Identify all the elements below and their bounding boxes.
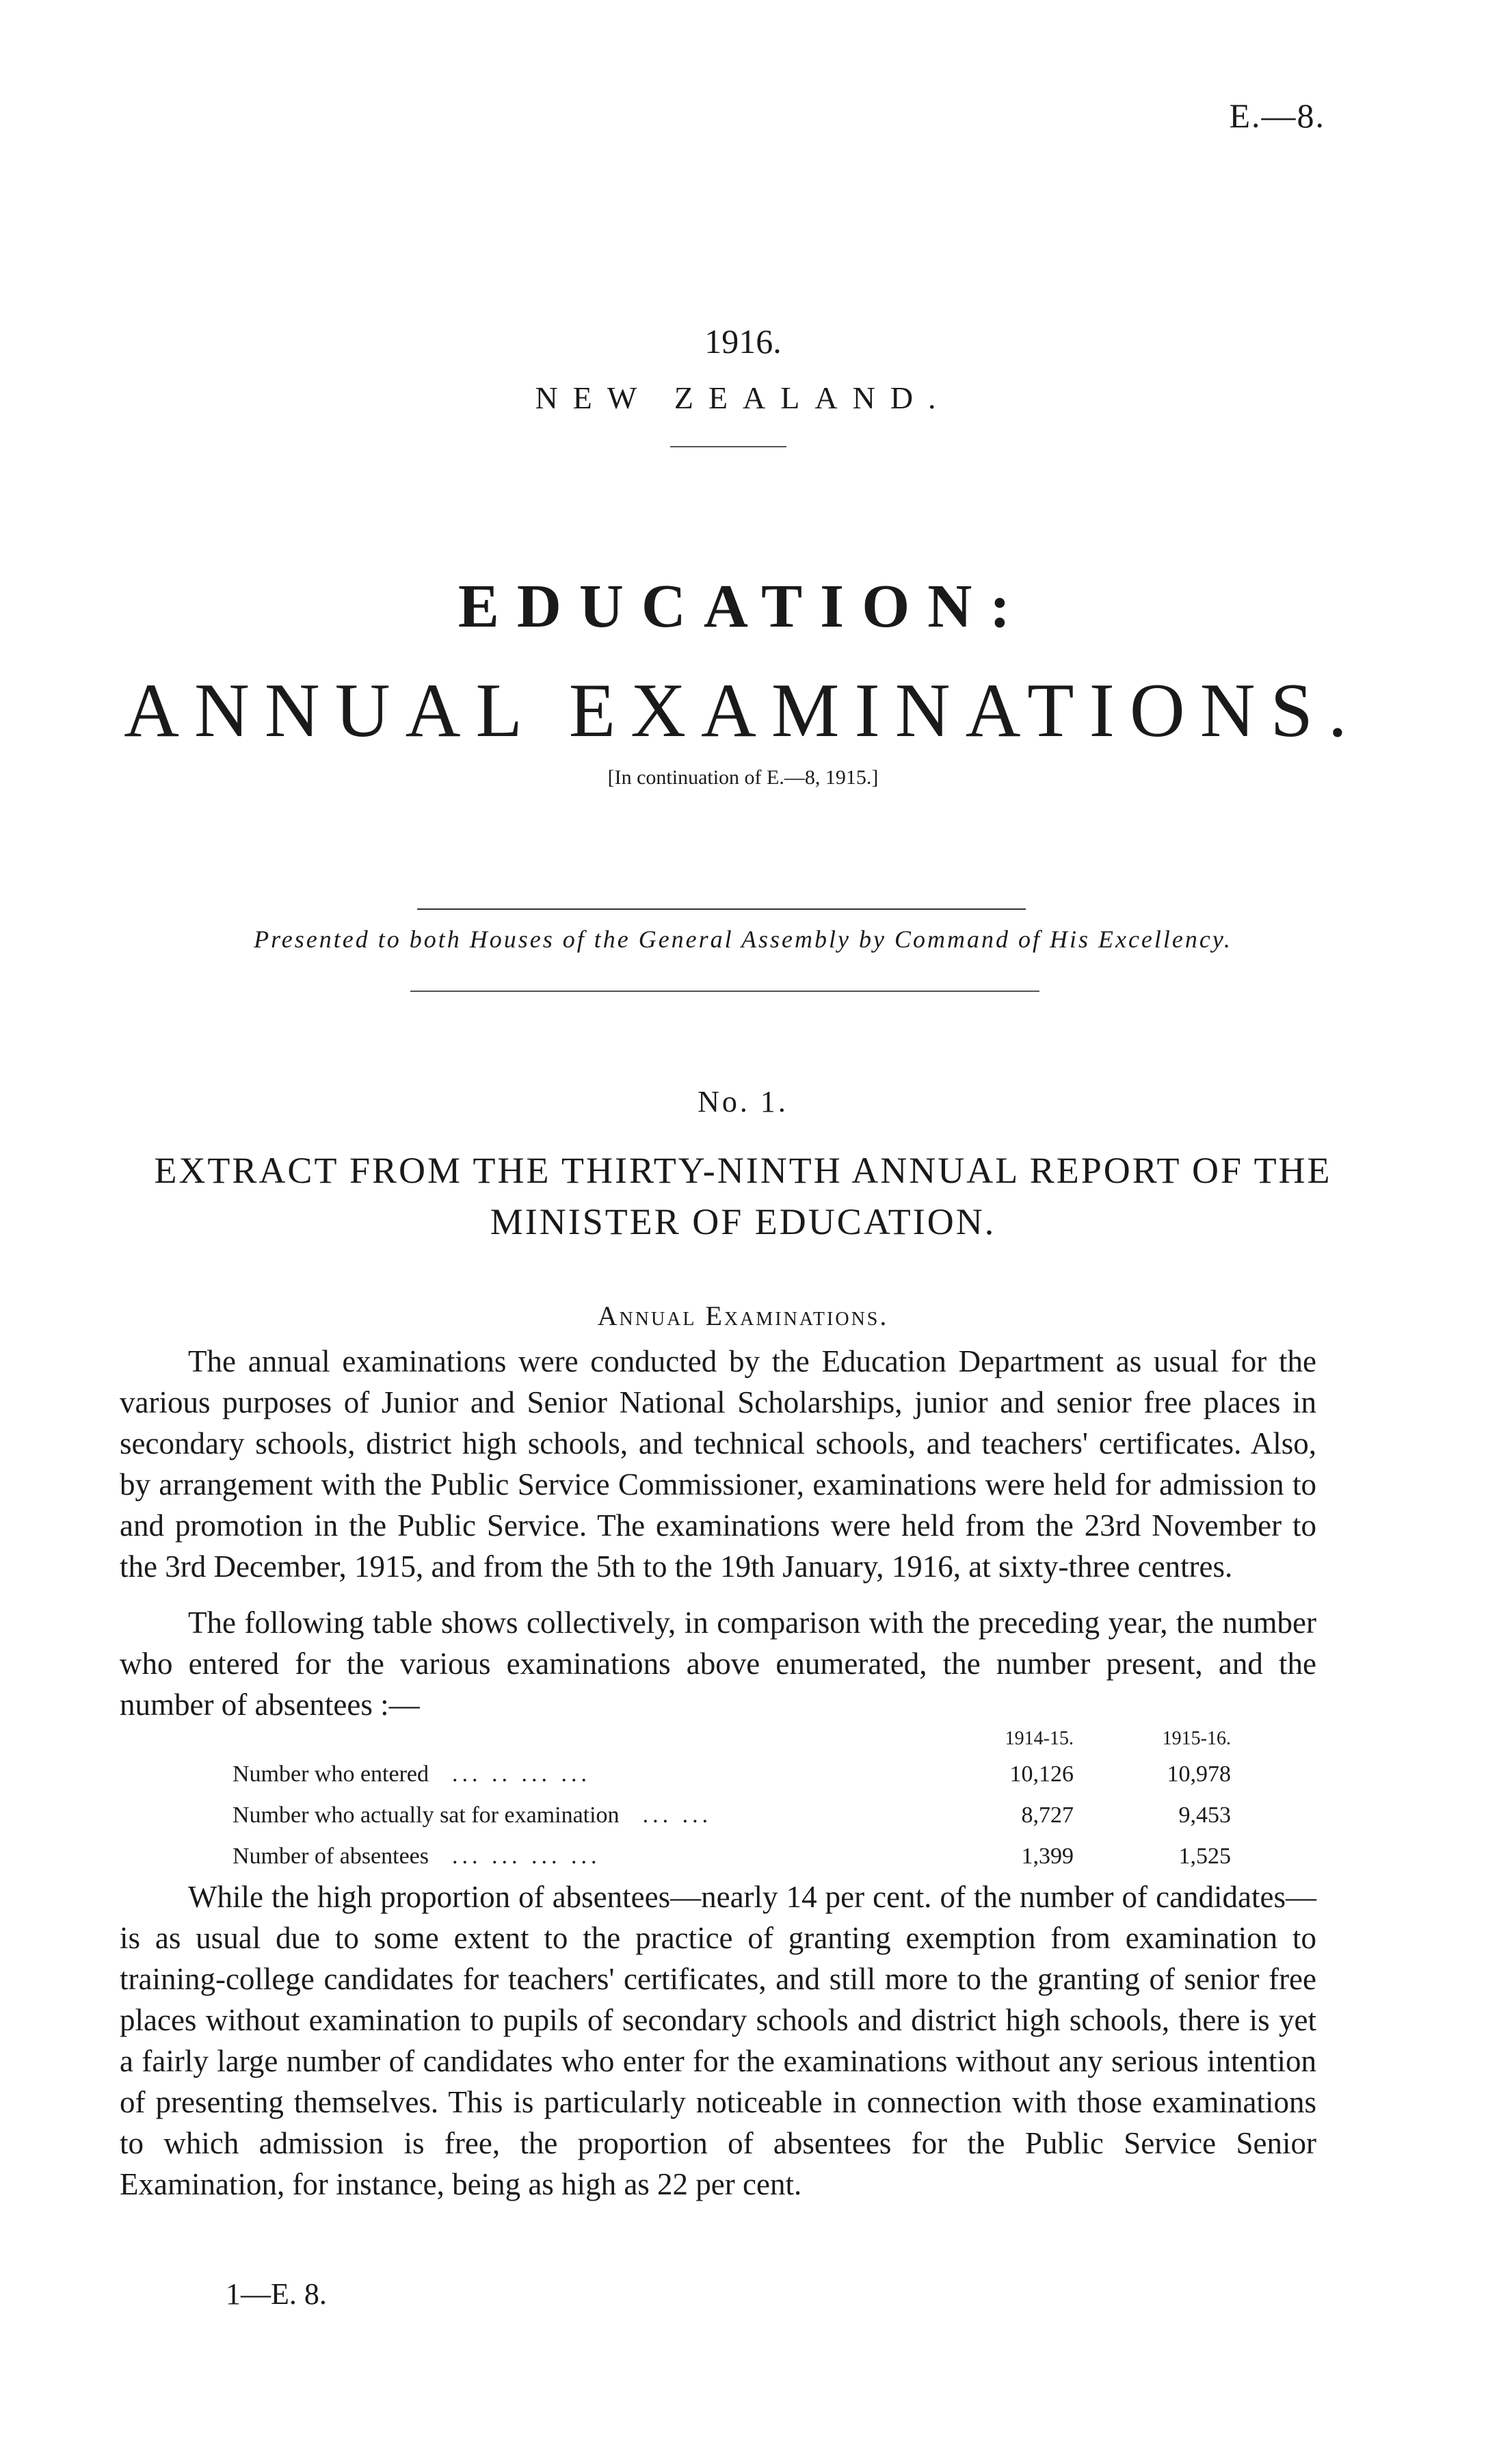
row-label-text: Number who entered [233, 1761, 429, 1787]
value-1915: 10,978 [1167, 1761, 1231, 1787]
paragraph-text: While the high proportion of absentees—nearly 14 per cent. of the number of candidates—is as usual due to some extent to the practice of granting exemption from examination to training-college candidates for teachers' certificates, and still more to the granting of senior free places without examination to pupils of secondary schools and district high schools, there is yet a fairly large number of candidates who enter for the examinations without any serious intention of presenting themselves. This is particularly noticeable in connection with those examinations to which admission is free, the proportion of absentees for the Public Service Senior Examination, for instance, being as high as 22 per cent. [120, 1880, 1316, 2201]
row-label-text: Number of absentees [233, 1844, 429, 1869]
document-title: EDUCATION: [457, 573, 1029, 640]
value-1914: 8,727 [1021, 1803, 1074, 1828]
column-header-1915: 1915-16. [1162, 1728, 1231, 1749]
country-heading: NEW ZEALAND. [535, 380, 951, 415]
table-header-label [233, 1724, 916, 1754]
row-label [233, 1795, 916, 1836]
paragraph [120, 1876, 1316, 2205]
section-heading: Annual Examinations. [597, 1300, 889, 1331]
divider [410, 991, 1039, 992]
leader-dots: ... ... ... ... [452, 1844, 601, 1869]
row-label [233, 1754, 916, 1795]
paragraph [120, 1341, 1316, 1587]
document-subtitle: ANNUAL EXAMINATIONS. [124, 668, 1362, 753]
table-header-row [233, 1724, 1231, 1754]
presentation-note: Presented to both Houses of the General Assembly by Command of His Excellency. [254, 926, 1232, 953]
value-1915: 9,453 [1178, 1803, 1231, 1828]
paragraph [120, 1602, 1316, 1725]
leader-dots: ... ... [642, 1803, 713, 1828]
report-heading-line-2: MINISTER OF EDUCATION. [490, 1201, 996, 1242]
continuation-note: [In continuation of E.—8, 1915.] [607, 766, 879, 789]
column-header-1914: 1914-15. [1005, 1728, 1074, 1749]
row-label-text: Number who actually sat for examination [233, 1803, 620, 1828]
table-row [233, 1754, 1231, 1795]
divider [417, 908, 1026, 910]
page-reference-code: E.—8. [1229, 96, 1325, 135]
footer-page-reference: 1—E. 8. [226, 2277, 327, 2311]
paragraph-text: The annual examinations were conducted by the Education Department as usual for the various purposes of Junior and Senior National Scholarships, junior and senior free places in secondary schools, district high schools, and technical schools, and teachers' certificates. Also, by arrangement with the Public Service Commissioner, examinations were held for admission to and promotion in the Public Service. The examinations were held from the 23rd November to the 3rd December, 1915, and from the 5th to the 19th January, 1916, at sixty-three centres. [120, 1344, 1316, 1584]
row-label [233, 1836, 916, 1877]
value-1914: 1,399 [1021, 1844, 1074, 1869]
report-number: No. 1. [698, 1085, 788, 1118]
table-row [233, 1836, 1231, 1877]
report-heading-line-1: EXTRACT FROM THE THIRTY-NINTH ANNUAL REPORT OF THE [154, 1150, 1332, 1191]
examination-stats-table [233, 1724, 1231, 1877]
table-row [233, 1795, 1231, 1836]
divider [670, 446, 786, 447]
value-1914: 10,126 [1009, 1761, 1074, 1787]
leader-dots: ... .. ... ... [452, 1761, 592, 1787]
year-heading: 1916. [704, 322, 782, 361]
paragraph-text: The following table shows collectively, in comparison with the preceding year, the number who entered for the various examinations above enumerated, the number present, and the number of absentees :— [120, 1605, 1316, 1722]
value-1915: 1,525 [1178, 1844, 1231, 1869]
